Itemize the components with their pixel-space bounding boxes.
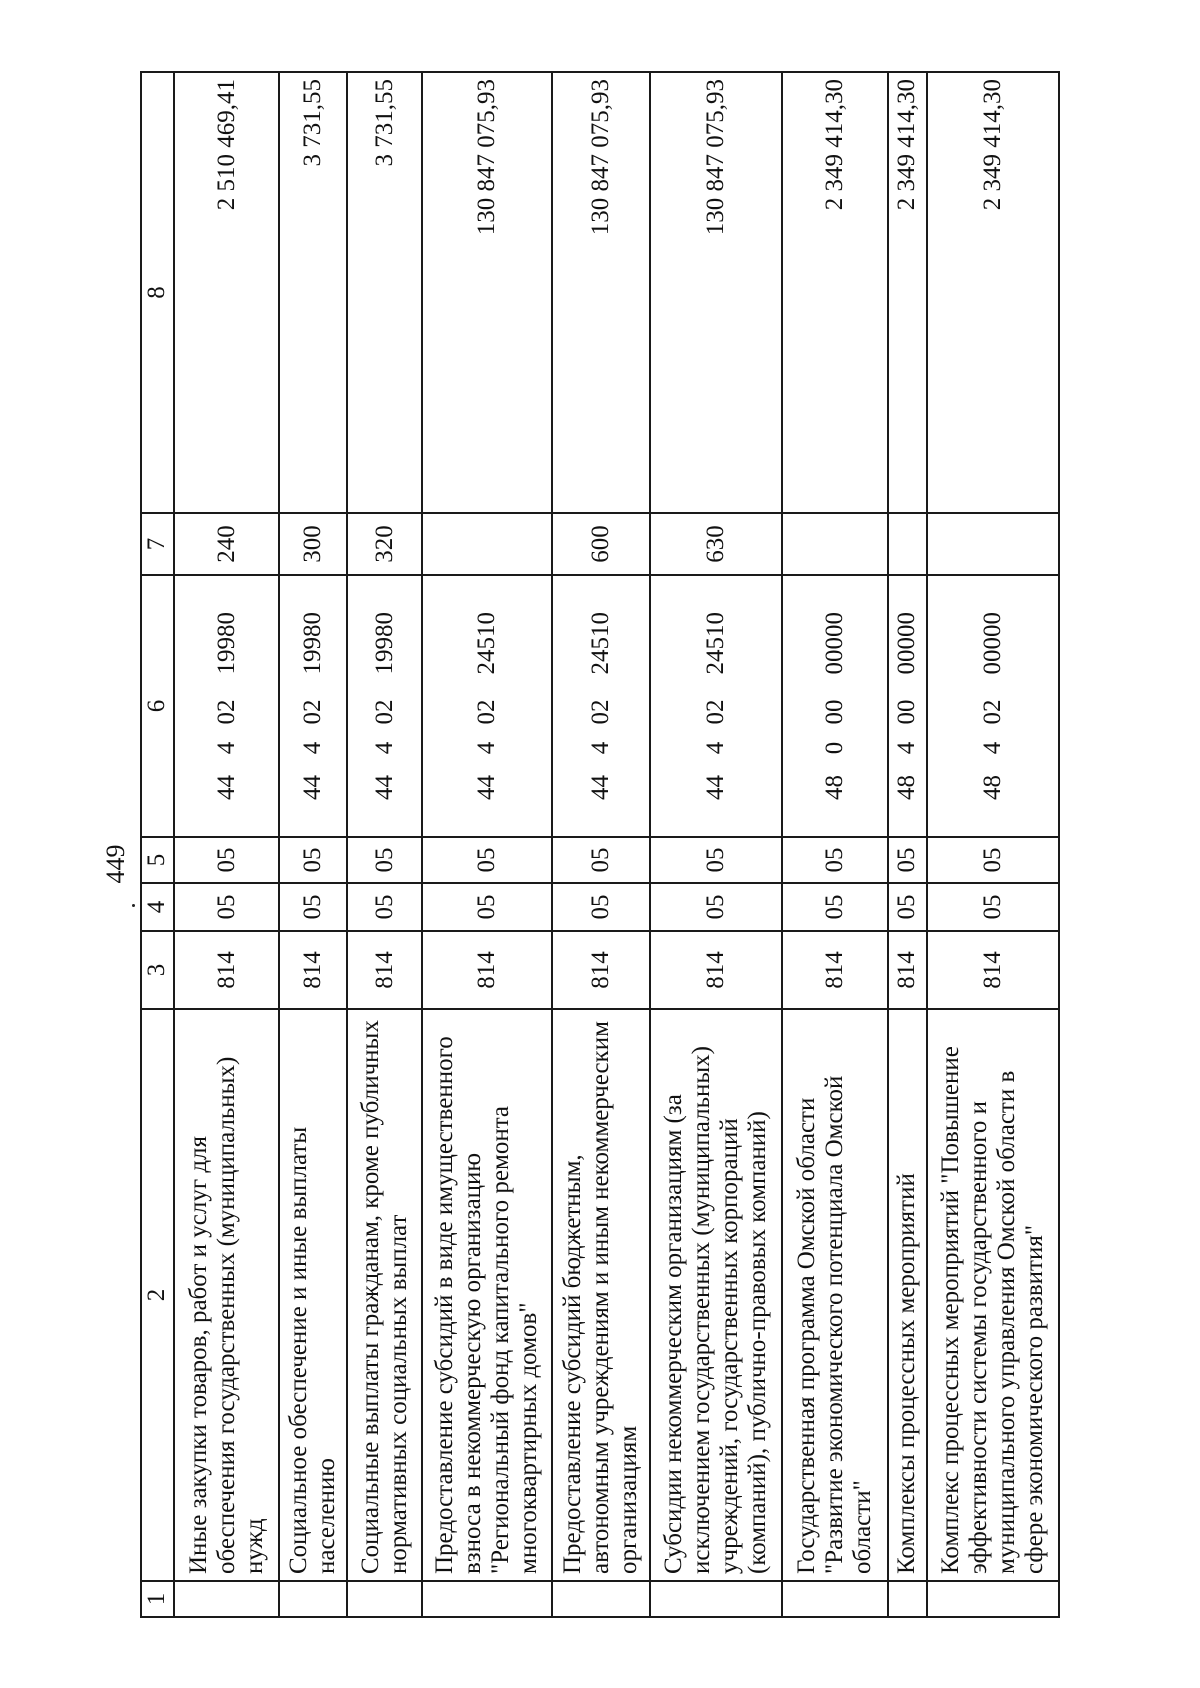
amount-cell: 2 349 414,30 xyxy=(782,72,887,513)
section-code-cell: 05 xyxy=(888,883,928,931)
subsection-code-cell: 05 xyxy=(422,837,552,883)
expense-type-cell: 240 xyxy=(174,513,279,575)
section-code-cell: 05 xyxy=(552,883,651,931)
subsection-code-cell: 05 xyxy=(347,837,422,883)
expense-type-cell: 320 xyxy=(347,513,422,575)
row-number-cell xyxy=(422,1581,552,1617)
grbs-code-cell: 814 xyxy=(552,931,651,1009)
row-number-cell xyxy=(782,1581,887,1617)
target-article-part: 02 xyxy=(472,699,500,725)
target-article-cell xyxy=(927,575,1059,837)
grbs-code-cell: 814 xyxy=(888,931,928,1009)
grbs-code-cell: 814 xyxy=(279,931,347,1009)
target-article-part: 44 xyxy=(472,775,500,800)
row-number-cell xyxy=(888,1581,928,1617)
table-header-row xyxy=(141,72,174,1617)
target-article-cell xyxy=(782,575,887,837)
subsection-code-cell: 05 xyxy=(927,837,1059,883)
table-row xyxy=(347,72,422,1617)
target-article-cell xyxy=(552,575,651,837)
row-name-cell: Социальное обеспечение и иные выплаты населению xyxy=(279,1009,347,1581)
row-name-cell: Государственная программа Омской области "Развитие экономического потенциала Омской области" xyxy=(782,1009,887,1581)
header-col-4: 4 xyxy=(141,883,174,931)
target-article-cell xyxy=(174,575,279,837)
expense-type-cell: 630 xyxy=(650,513,782,575)
row-number-cell xyxy=(927,1581,1059,1617)
section-code-cell: 05 xyxy=(347,883,422,931)
scan-dot xyxy=(132,904,135,907)
target-article-part: 02 xyxy=(370,699,398,725)
subsection-code-cell: 05 xyxy=(279,837,347,883)
grbs-code-cell: 814 xyxy=(422,931,552,1009)
subsection-code-cell: 05 xyxy=(888,837,928,883)
row-number-cell xyxy=(174,1581,279,1617)
table-row xyxy=(279,72,347,1617)
target-article-part: 00 xyxy=(820,699,848,725)
target-article-cell xyxy=(650,575,782,837)
amount-cell: 130 847 075,93 xyxy=(422,72,552,513)
expense-type-cell: 300 xyxy=(279,513,347,575)
target-article-part: 4 xyxy=(979,741,1007,755)
target-article-part: 02 xyxy=(979,699,1007,725)
header-col-2: 2 xyxy=(141,1009,174,1581)
table-row xyxy=(174,72,279,1617)
row-name-cell: Комплекс процессных мероприятий "Повышение эффективности системы государственного и муниципального управления Омской области в сфере экономического развития" xyxy=(927,1009,1059,1581)
target-article-part: 48 xyxy=(979,775,1007,800)
target-article-part: 0 xyxy=(820,741,848,755)
amount-cell: 130 847 075,93 xyxy=(650,72,782,513)
table-row xyxy=(650,72,782,1617)
table-row xyxy=(782,72,887,1617)
target-article-cell xyxy=(347,575,422,837)
header-col-5: 5 xyxy=(141,837,174,883)
amount-cell: 3 731,55 xyxy=(347,72,422,513)
amount-cell: 2 349 414,30 xyxy=(927,72,1059,513)
row-number-cell xyxy=(552,1581,651,1617)
target-article-part: 19980 xyxy=(299,612,327,675)
expense-type-cell xyxy=(782,513,887,575)
header-col-7: 7 xyxy=(141,513,174,575)
grbs-code-cell: 814 xyxy=(174,931,279,1009)
target-article-part: 48 xyxy=(893,775,921,800)
grbs-code-cell: 814 xyxy=(347,931,422,1009)
subsection-code-cell: 05 xyxy=(782,837,887,883)
target-article-part: 00000 xyxy=(893,612,921,675)
amount-cell: 2 349 414,30 xyxy=(888,72,928,513)
expense-type-cell: 600 xyxy=(552,513,651,575)
amount-cell: 3 731,55 xyxy=(279,72,347,513)
row-name-cell: Субсидии некоммерческим организациям (за исключением государственных (муниципальных) учреждений, государственных корпораций (компаний), публично-правовых компаний) xyxy=(650,1009,782,1581)
target-article-part: 4 xyxy=(702,741,730,755)
row-number-cell xyxy=(279,1581,347,1617)
target-article-part: 24510 xyxy=(702,612,730,675)
section-code-cell: 05 xyxy=(422,883,552,931)
target-article-part: 19980 xyxy=(370,612,398,675)
row-name-cell: Иные закупки товаров, работ и услуг для обеспечения государственных (муниципальных) нужд xyxy=(174,1009,279,1581)
grbs-code-cell: 814 xyxy=(782,931,887,1009)
target-article-part: 4 xyxy=(212,741,240,755)
header-col-6: 6 xyxy=(141,575,174,837)
row-name-cell: Комплексы процессных мероприятий xyxy=(888,1009,928,1581)
target-article-part: 02 xyxy=(299,699,327,725)
target-article-part: 4 xyxy=(587,741,615,755)
table-row xyxy=(888,72,928,1617)
target-article-part: 4 xyxy=(472,741,500,755)
target-article-part: 44 xyxy=(299,775,327,800)
target-article-part: 02 xyxy=(587,699,615,725)
row-name-cell: Предоставление субсидий бюджетным, автономным учреждениям и иным некоммерческим организациям xyxy=(552,1009,651,1581)
section-code-cell: 05 xyxy=(782,883,887,931)
target-article-part: 44 xyxy=(370,775,398,800)
target-article-part: 02 xyxy=(702,699,730,725)
target-article-cell xyxy=(422,575,552,837)
amount-cell: 130 847 075,93 xyxy=(552,72,651,513)
target-article-part: 44 xyxy=(587,775,615,800)
row-name-cell: Социальные выплаты гражданам, кроме публичных нормативных социальных выплат xyxy=(347,1009,422,1581)
target-article-part: 00 xyxy=(893,699,921,725)
target-article-part: 24510 xyxy=(587,612,615,675)
expense-type-cell xyxy=(888,513,928,575)
section-code-cell: 05 xyxy=(927,883,1059,931)
target-article-part: 44 xyxy=(702,775,730,800)
row-number-cell xyxy=(347,1581,422,1617)
target-article-part: 44 xyxy=(212,775,240,800)
header-col-3: 3 xyxy=(141,931,174,1009)
grbs-code-cell: 814 xyxy=(927,931,1059,1009)
target-article-part: 00000 xyxy=(820,612,848,675)
section-code-cell: 05 xyxy=(650,883,782,931)
rotated-table-wrapper xyxy=(140,73,1060,1618)
row-name-cell: Предоставление субсидий в виде имущественного взноса в некоммерческую организацию "Региональный фонд капитального ремонта многоквартирных домов" xyxy=(422,1009,552,1581)
target-article-part: 24510 xyxy=(472,612,500,675)
subsection-code-cell: 05 xyxy=(650,837,782,883)
subsection-code-cell: 05 xyxy=(174,837,279,883)
header-col-1: 1 xyxy=(141,1581,174,1617)
amount-cell: 2 510 469,41 xyxy=(174,72,279,513)
expense-type-cell xyxy=(422,513,552,575)
page-number: 449 xyxy=(101,844,130,884)
target-article-part: 4 xyxy=(370,741,398,755)
subsection-code-cell: 05 xyxy=(552,837,651,883)
target-article-part: 00000 xyxy=(979,612,1007,675)
target-article-part: 48 xyxy=(820,775,848,800)
table-row xyxy=(552,72,651,1617)
budget-table xyxy=(140,71,1060,1618)
header-col-8: 8 xyxy=(141,72,174,513)
table-row xyxy=(422,72,552,1617)
target-article-part: 4 xyxy=(893,741,921,755)
row-number-cell xyxy=(650,1581,782,1617)
expense-type-cell xyxy=(927,513,1059,575)
target-article-cell xyxy=(888,575,928,837)
section-code-cell: 05 xyxy=(279,883,347,931)
target-article-part: 4 xyxy=(299,741,327,755)
section-code-cell: 05 xyxy=(174,883,279,931)
grbs-code-cell: 814 xyxy=(650,931,782,1009)
target-article-part: 19980 xyxy=(212,612,240,675)
target-article-part: 02 xyxy=(212,699,240,725)
target-article-cell xyxy=(279,575,347,837)
table-row xyxy=(927,72,1059,1617)
